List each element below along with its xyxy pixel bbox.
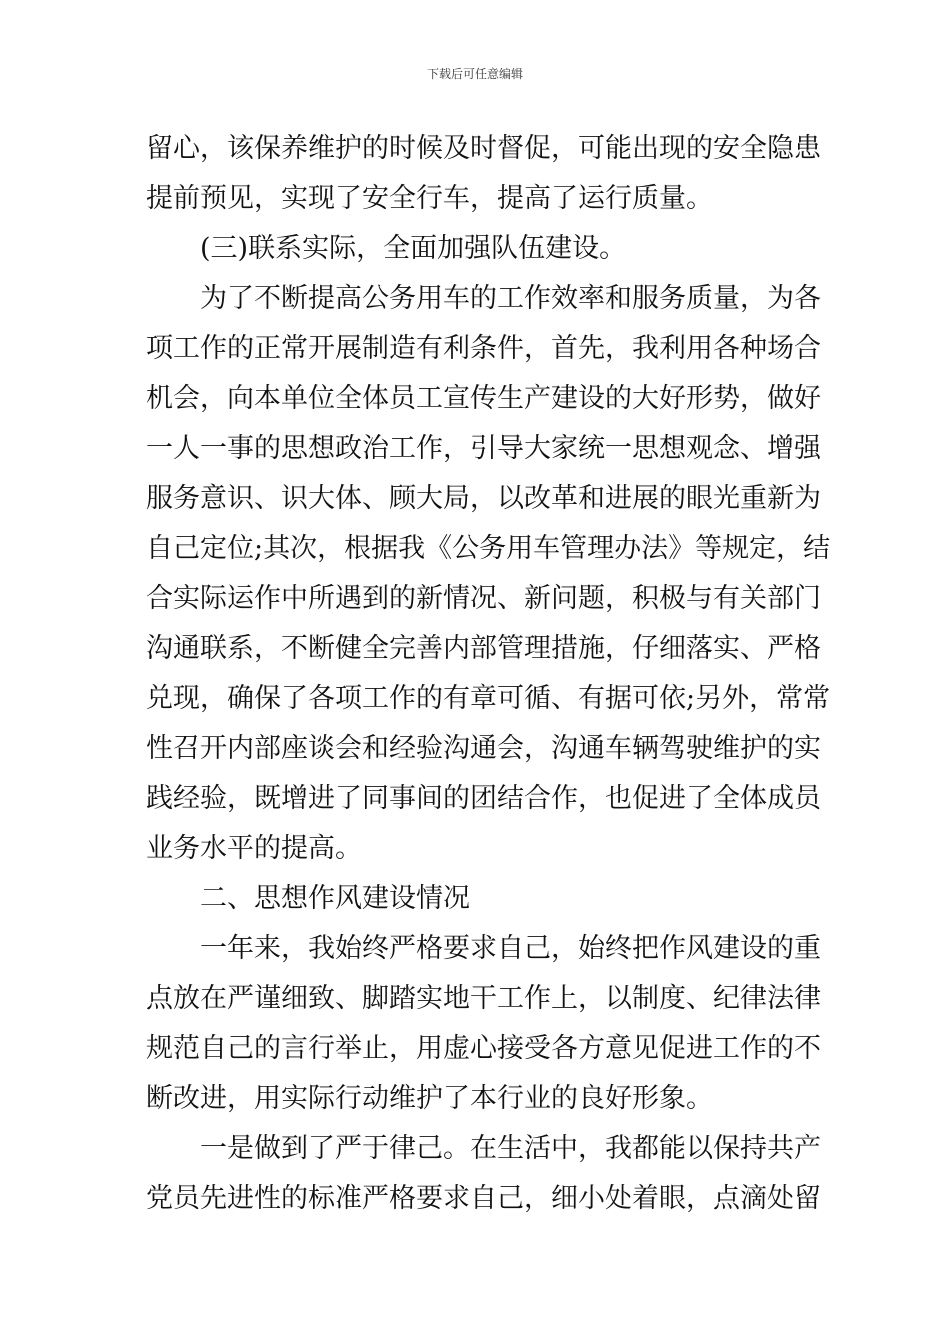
text-line: 兑现，确保了各项工作的有章可循、有据可依;另外，常常	[146, 683, 831, 714]
text-line: 点放在严谨细致、脚踏实地干工作上，以制度、纪律法律	[146, 983, 821, 1014]
document-body	[146, 124, 831, 1224]
text-line: 规范自己的言行举止，用虚心接受各方意见促进工作的不	[146, 1033, 821, 1064]
text-line: 断改进，用实际行动维护了本行业的良好形象。	[146, 1083, 713, 1114]
text-line: 党员先进性的标准严格要求自己，细小处着眼，点滴处留	[146, 1183, 821, 1214]
text-line: 业务水平的提高。	[146, 833, 362, 864]
paragraph-start: 一是做到了严于律己。在生活中，我都能以保持共产	[200, 1133, 821, 1164]
text-line: 沟通联系，不断健全完善内部管理措施，仔细落实、严格	[146, 633, 821, 664]
paragraph-start: 一年来，我始终严格要求自己，始终把作风建设的重	[200, 933, 821, 964]
section-heading: 二、思想作风建设情况	[200, 883, 470, 914]
text-line: 一人一事的思想政治工作，引导大家统一思想观念、增强	[146, 433, 821, 464]
text-line: 自己定位;其次，根据我《公务用车管理办法》等规定，结	[146, 533, 831, 564]
text-line: 践经验，既增进了同事间的团结合作，也促进了全体成员	[146, 783, 821, 814]
page-header: 下载后可任意编辑	[426, 67, 523, 81]
text-line: 项工作的正常开展制造有利条件，首先，我利用各种场合	[146, 333, 821, 364]
text-line: 性召开内部座谈会和经验沟通会，沟通车辆驾驶维护的实	[146, 733, 821, 764]
paragraph-start: 为了不断提高公务用车的工作效率和服务质量，为各	[200, 283, 821, 314]
text-line: 合实际运作中所遇到的新情况、新问题，积极与有关部门	[146, 583, 821, 614]
text-line: 服务意识、识大体、顾大局，以改革和进展的眼光重新为	[146, 483, 821, 514]
text-line: 留心，该保养维护的时候及时督促，可能出现的安全隐患	[146, 133, 821, 164]
text-line: 提前预见，实现了安全行车，提高了运行质量。	[146, 183, 713, 214]
text-line: 机会，向本单位全体员工宣传生产建设的大好形势，做好	[146, 383, 821, 414]
section-heading: (三)联系实际，全面加强队伍建设。	[200, 233, 627, 264]
